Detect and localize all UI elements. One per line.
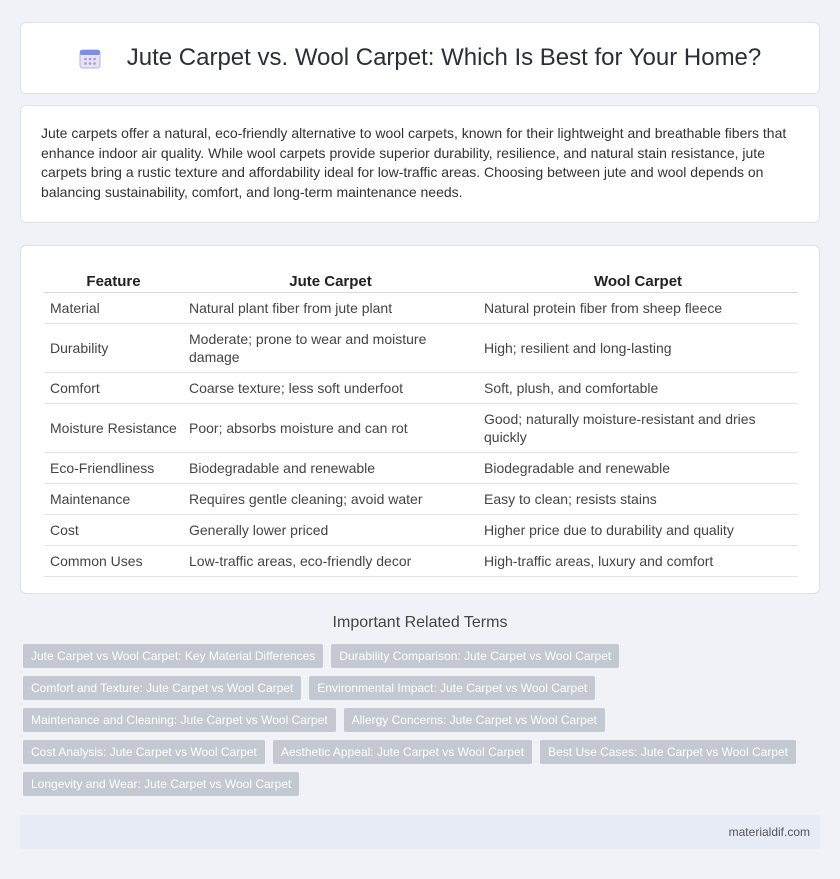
related-terms-section [20, 614, 820, 804]
table-cell: Material [44, 292, 183, 323]
table-cell: Coarse texture; less soft underfoot [183, 372, 478, 403]
table-cell: High; resilient and long-lasting [478, 323, 798, 372]
related-term-tag[interactable]: Aesthetic Appeal: Jute Carpet vs Wool Carpet [273, 740, 532, 764]
header-jute: Jute Carpet [183, 266, 478, 292]
header-feature: Feature [44, 266, 183, 292]
table-row [44, 292, 798, 323]
related-term-tag[interactable]: Cost Analysis: Jute Carpet vs Wool Carpet [23, 740, 265, 764]
table-row [44, 403, 798, 452]
footer-site-link[interactable]: materialdif.com [728, 825, 810, 839]
table-cell: Biodegradable and renewable [183, 452, 478, 483]
calendar-icon [79, 47, 101, 69]
related-term-tag[interactable]: Environmental Impact: Jute Carpet vs Wool Carpet [309, 676, 595, 700]
table-cell: Requires gentle cleaning; avoid water [183, 483, 478, 514]
table-cell: Biodegradable and renewable [478, 452, 798, 483]
related-term-tag[interactable]: Jute Carpet vs Wool Carpet: Key Material Differences [23, 644, 323, 668]
footer [20, 815, 820, 849]
table-cell: Low-traffic areas, eco-friendly decor [183, 545, 478, 576]
table-cell: Poor; absorbs moisture and can rot [183, 403, 478, 452]
table-row [44, 514, 798, 545]
related-term-tag[interactable]: Allergy Concerns: Jute Carpet vs Wool Carpet [344, 708, 605, 732]
related-terms-tags [20, 644, 820, 804]
related-term-tag[interactable]: Longevity and Wear: Jute Carpet vs Wool Carpet [23, 772, 299, 796]
header-wool: Wool Carpet [478, 266, 798, 292]
table-row [44, 372, 798, 403]
related-term-tag[interactable]: Durability Comparison: Jute Carpet vs Wool Carpet [331, 644, 619, 668]
table-cell: High-traffic areas, luxury and comfort [478, 545, 798, 576]
related-term-tag[interactable]: Maintenance and Cleaning: Jute Carpet vs Wool Carpet [23, 708, 336, 732]
table-cell: Moisture Resistance [44, 403, 183, 452]
table-row [44, 483, 798, 514]
page-title: Jute Carpet vs. Wool Carpet: Which Is Best for Your Home? [126, 44, 762, 71]
related-term-tag[interactable]: Comfort and Texture: Jute Carpet vs Wool Carpet [23, 676, 301, 700]
table-cell: Eco-Friendliness [44, 452, 183, 483]
table-cell: Natural protein fiber from sheep fleece [478, 292, 798, 323]
table-cell: Good; naturally moisture-resistant and dries quickly [478, 403, 798, 452]
intro-paragraph: Jute carpets offer a natural, eco-friendly alternative to wool carpets, known for their lightweight and breathable fibers that enhance indoor air quality. While wool carpets provide superior durability, resilience, and natural stain resistance, jute carpets bring a rustic texture and affordability ideal for low-traffic areas. Choosing between jute and wool depends on balancing sustainability, comfort, and long-term maintenance needs. [41, 125, 787, 200]
table-cell: Natural plant fiber from jute plant [183, 292, 478, 323]
table-row [44, 452, 798, 483]
table-cell: Common Uses [44, 545, 183, 576]
table-row [44, 545, 798, 576]
related-term-tag[interactable]: Best Use Cases: Jute Carpet vs Wool Carpet [540, 740, 796, 764]
intro-card [20, 105, 820, 223]
title-card [20, 22, 820, 94]
table-cell: Soft, plush, and comfortable [478, 372, 798, 403]
related-terms-heading: Important Related Terms [332, 614, 508, 631]
table-cell: Comfort [44, 372, 183, 403]
table-cell: Maintenance [44, 483, 183, 514]
table-cell: Durability [44, 323, 183, 372]
table-row [44, 323, 798, 372]
table-cell: Generally lower priced [183, 514, 478, 545]
table-cell: Moderate; prone to wear and moisture damage [183, 323, 478, 372]
table-cell: Cost [44, 514, 183, 545]
table-cell: Easy to clean; resists stains [478, 483, 798, 514]
comparison-table-card [20, 245, 820, 594]
comparison-table [44, 266, 798, 577]
table-header-row [44, 266, 798, 292]
table-cell: Higher price due to durability and quality [478, 514, 798, 545]
